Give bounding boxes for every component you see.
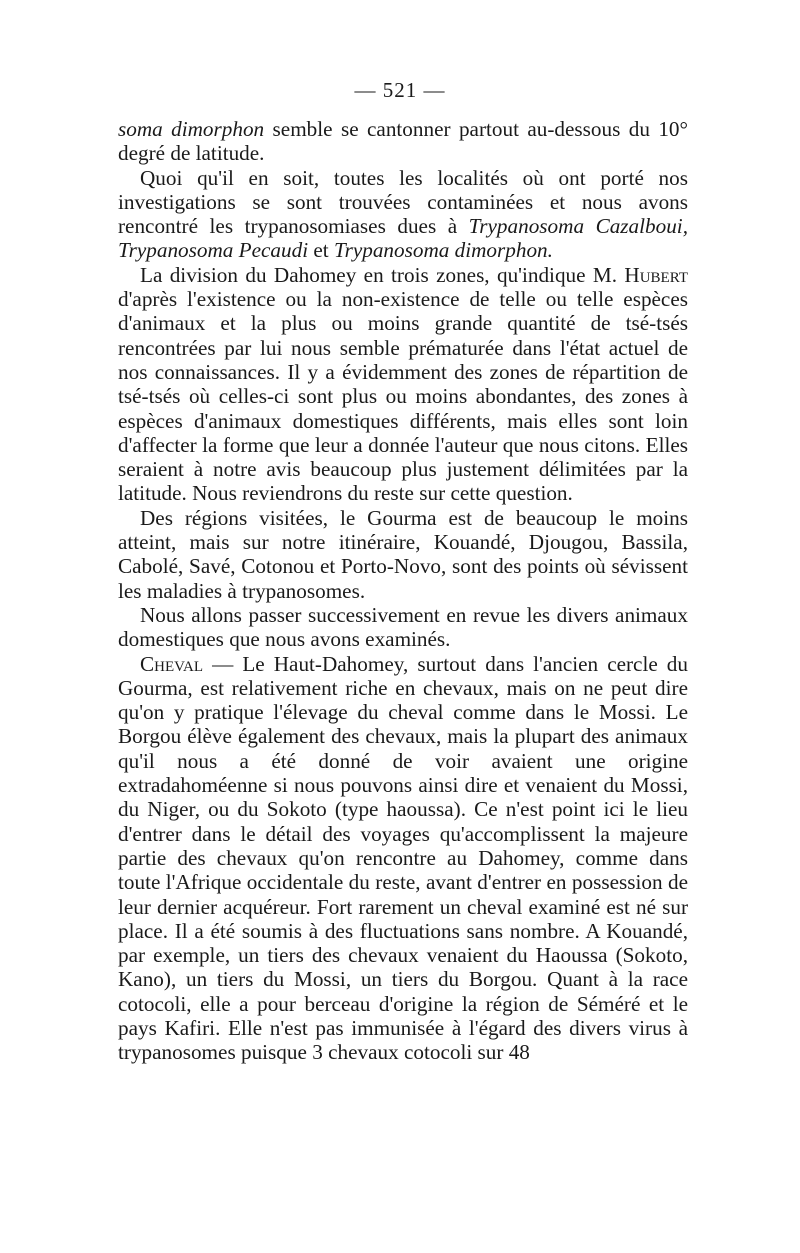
text-run: Quoi qu'il en soit, toutes les localités où ont porté nos investigations se sont trouvées contaminées et nous avons rencontré les trypanosomiases dues à [118,165,688,239]
italic-term: Trypanosoma Cazalboui, Trypanosoma Pecaudi [118,214,688,263]
text-run: — Le Haut-Dahomey, surtout dans l'ancien cercle du Gourma, est relativement riche en chevaux, mais on ne peut dire qu'on y pratique l'élevage du cheval comme dans le Mossi. Le Borgou élève également des chevaux, mais la plupart des animaux qu'il nous a été donné de voir avaient une origine extradahoméenne si nous pouvons ainsi dire et venaient du Mossi, du Niger, ou du Sokoto (type haoussa). Ce n'est point ici le lieu d'entrer dans le détail des voyages qu'accomplissent la majeure partie des chevaux qu'on rencontre au Dahomey, comme dans toute l'Afrique occidentale du reste, avant d'entrer en possession de leur dernier acquéreur. Fort rarement un cheval examiné est né sur place. Il a été soumis à des fluctuations sans nombre. A Kouandé, par exemple, un tiers des chevaux venaient du Haoussa (Sokoto, Kano), un tiers du Mossi, un tiers du Borgou. Quant à la race cotocoli, elle a pour berceau d'origine la région de Séméré et le pays Kafiri. Elle n'est pas immunisée à l'égard des divers virus à trypanosomes puisque 3 chevaux cotocoli sur 48 [118,651,688,1065]
text-run: Nous allons passer successivement en revue les divers animaux domestiques que nous avons examinés. [118,602,688,652]
text-run: La division du Dahomey en trois zones, qu'indique M. [140,262,625,287]
paragraph [118,652,688,1065]
author-name: Hubert [624,262,688,287]
paragraph [118,166,688,263]
text-run: Des régions visitées, le Gourma est de beaucoup le moins atteint, mais sur notre itinéraire, Kouandé, Djougou, Bassila, Cabolé, Savé, Cotonou et Porto-Novo, sont des points où sévissent les maladies à trypanosomes. [118,505,688,603]
body-text [118,117,688,1065]
section-heading: Cheval [140,651,204,676]
paragraph [118,506,688,603]
paragraph-continuation [118,117,688,166]
italic-term: Trypanosoma dimorphon. [333,238,553,263]
text-run: semble se cantonner partout au-dessous du 10° degré de latitude. [118,117,688,166]
italic-term: soma dimorphon [118,117,265,141]
paragraph [118,263,688,506]
text-run: et [308,238,334,263]
page-number: — 521 — [354,78,446,102]
text-run: d'après l'existence ou la non-existence de telle ou telle espèces d'animaux et la plus ou moins grande quantité de tsé-tsés rencontrées par lui nous semble prématurée dans l'état actuel de nos connaissances. Il y a évidemment des zones de répartition de tsé-tsés où celles-ci sont plus ou moins abondantes, des zones à espèces d'animaux domestiques différents, mais elles sont loin d'affecter la forme que leur a donnée l'auteur que nous citons. Elles seraient à notre avis beaucoup plus justement délimitées par la latitude. Nous reviendrons du reste sur cette question. [118,287,688,506]
paragraph [118,603,688,652]
